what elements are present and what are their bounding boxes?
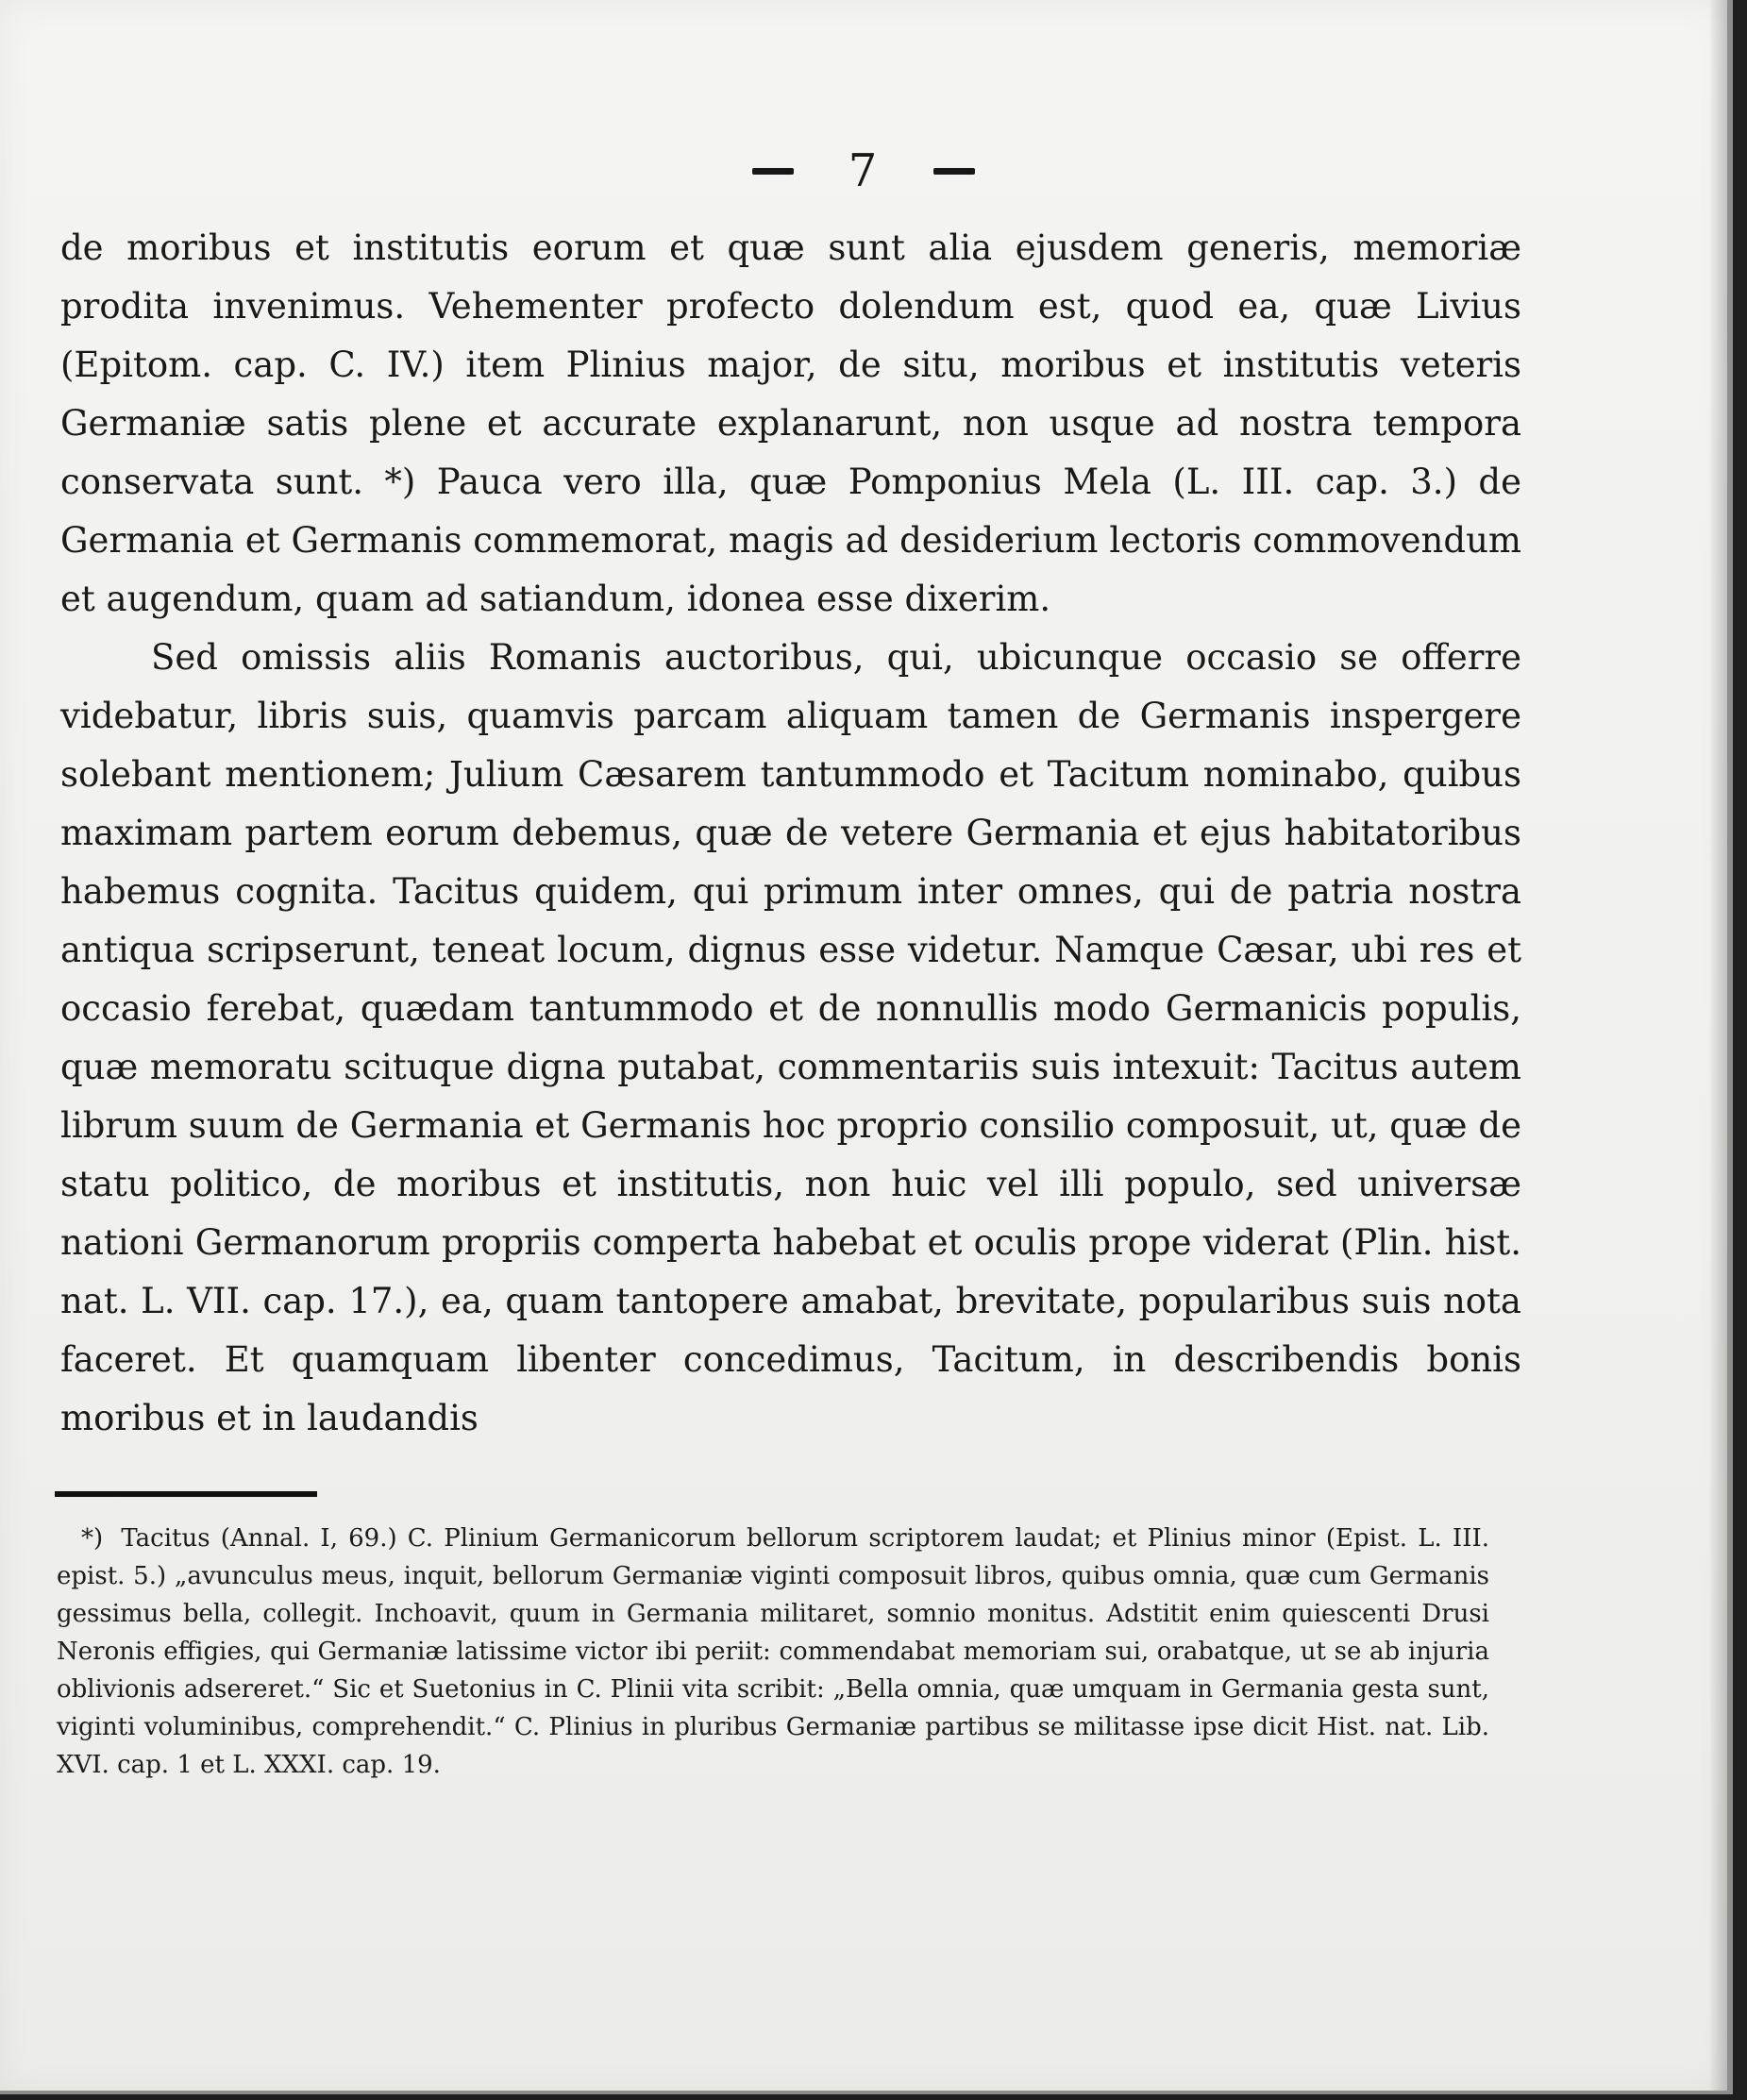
footnote-marker: *): [81, 1524, 104, 1553]
header-dash-left: [752, 168, 794, 175]
footnote: [57, 1520, 1489, 1784]
page-number: 7: [848, 144, 880, 197]
header-dash-right: [933, 168, 975, 175]
page-edge-shadow: [1710, 0, 1727, 2091]
paragraph-2: Sed omissis aliis Romanis auctoribus, qui, ubicunque occasio se offerre videbatur, libris suis, quamvis parcam aliquam tamen de Germanis inspergere solebant mentionem; Julium Cæsarem tantummodo et Tacitum nominabo, quibus maximam partem eorum debemus, quæ de vetere Germania et ejus habitatoribus habemus cognita. Tacitus quidem, qui primum inter omnes, qui de patria nostra antiqua scripserunt, teneat locum, dignus esse videtur. Namque Cæsar, ubi res et occasio ferebat, quædam tantummodo et de nonnullis modo Germanicis populis, quæ memoratu scituque digna putabat, commentariis suis intexuit: Tacitus autem librum suum de Germania et Germanis hoc proprio consilio composuit, ut, quæ de statu politico, de moribus et institutis, non huic vel illi populo, sed universæ nationi Germanorum propriis comperta habebat et oculis prope viderat (Plin. hist. nat. L. VII. cap. 17.), ea, quam tantopere amabat, brevitate, popularibus suis nota faceret. Et quamquam libenter concedimus, Tacitum, in describendis bonis moribus et in laudandis: [60, 637, 1521, 1438]
paragraph-1: de moribus et institutis eorum et quæ sunt alia ejusdem generis, memoriæ prodita invenimus. Vehementer profecto dolendum est, quod ea, quæ Livius (Epitom. cap. C. IV.) item Plinius major, de situ, moribus et institutis veteris Germaniæ satis plene et accurate explanarunt, non usque ad nostra tempora conservata sunt. *) Pauca vero illa, quæ Pomponius Mela (L. III. cap. 3.) de Germania et Germanis commemorat, magis ad desiderium lectoris commovendum et augendum, quam ad satiandum, idonea esse dixerim.: [60, 227, 1521, 619]
main-text: [60, 219, 1521, 1448]
footnote-rule: [55, 1491, 317, 1497]
footnote-text: Tacitus (Annal. I, 69.) C. Plinium Germanicorum bellorum scriptorem laudat; et Plinius minor (Epist. L. III. epist. 5.) „avunculus meus, inquit, bellorum Germaniæ viginti composuit libros, quibus omnia, quæ cum Germanis gessimus bella, collegit. Inchoavit, quum in Germania militaret, somnio monitus. Adstitit enim quiescenti Drusi Neronis effigies, qui Germaniæ latissime victor ibi periit: commendabat memoriam sui, orabatque, ut se ab injuria oblivionis adsereret.“ Sic et Suetonius in C. Plinii vita scribit: „Bella omnia, quæ umquam in Germania gesta sunt, viginti voluminibus, comprehendit.“ C. Plinius in pluribus Germaniæ partibus se militasse ipse dicit Hist. nat. Lib. XVI. cap. 1 et L. XXXI. cap. 19.: [57, 1524, 1489, 1779]
page-header: [0, 140, 1727, 197]
footnote-paragraph: [57, 1520, 1489, 1784]
